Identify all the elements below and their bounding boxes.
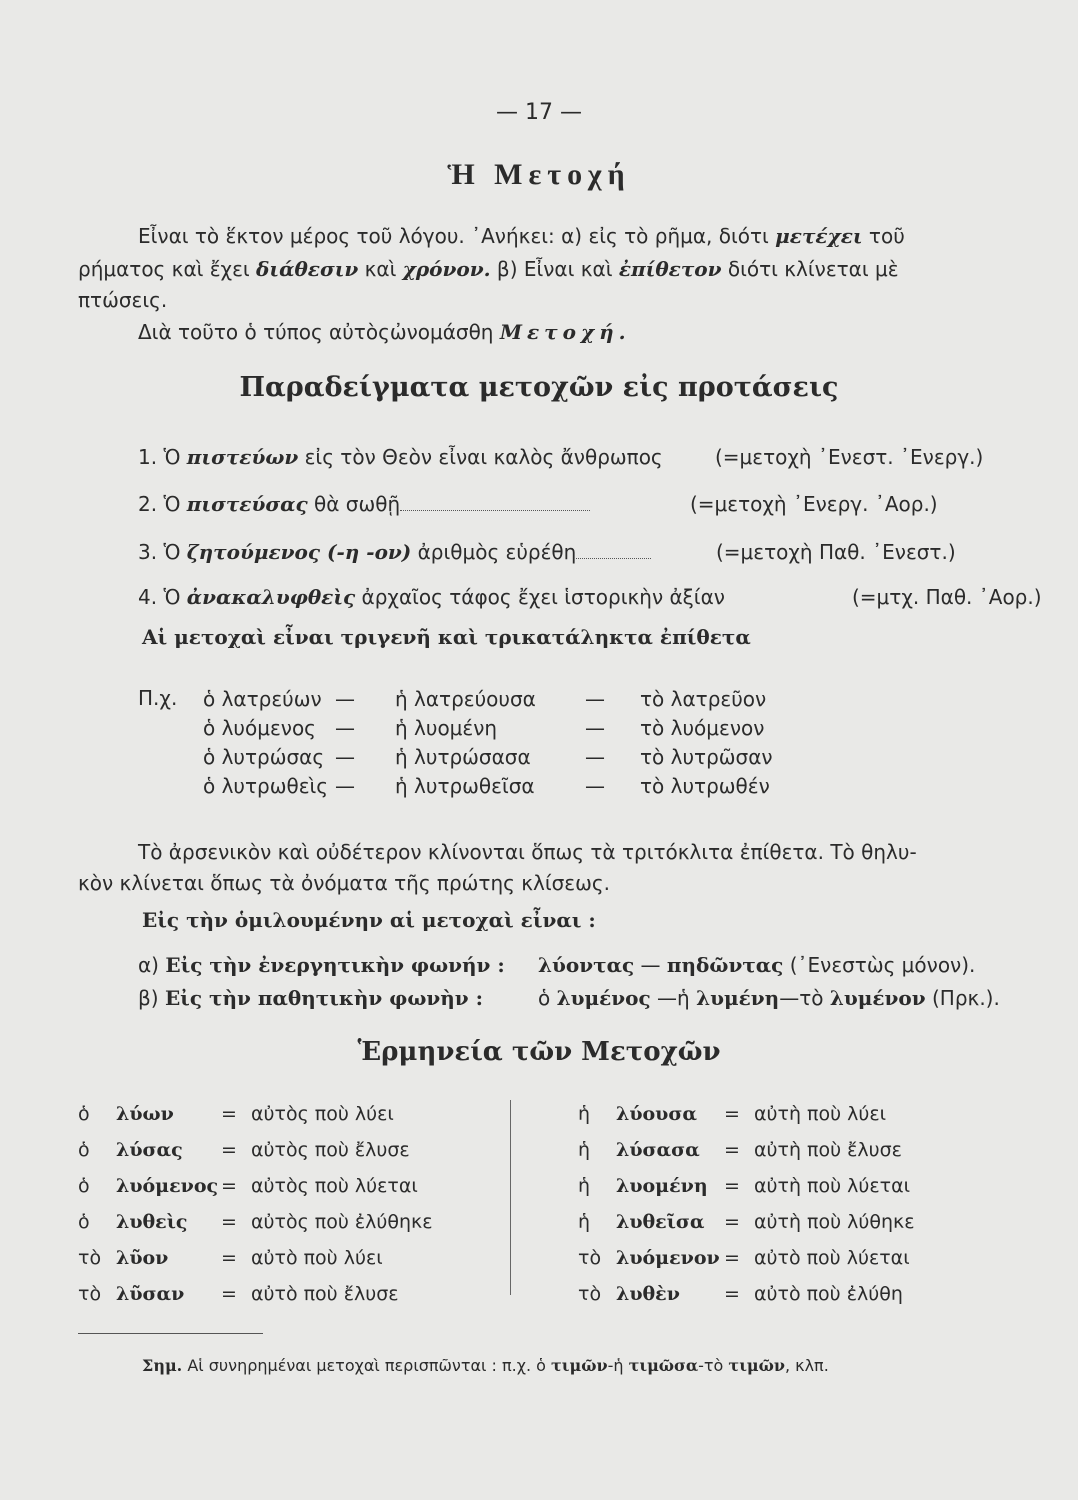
interp-article: ἡ <box>578 1175 591 1197</box>
equals-sign: = <box>221 1139 237 1161</box>
interp-article: ἡ <box>578 1139 591 1161</box>
spoken-heading: Εἰς τὴν ὁμιλουμένην αἱ μετοχαὶ εἶναι : <box>142 908 596 932</box>
spoken-active-forms: λύοντας — πηδῶντας (᾿Ενεστὼς μόνον). <box>538 953 976 977</box>
intro-line-2: ρήματος καὶ ἔχει διάθεσιν καὶ χρόνον. β) Εἶναι καὶ ἐπίθετον διότι κλίνεται μὲ <box>78 257 899 281</box>
form-fem: ἡ λυομένη <box>395 715 498 740</box>
intro-line-4: Διὰ τοῦτο ὁ τύπος αὐτὸςὠνομάσθη Μετοχή. <box>138 320 631 344</box>
interp-meaning: αὐτὴ ποὺ λύεται <box>754 1175 911 1197</box>
interp-article: ὁ <box>78 1211 90 1233</box>
form-fem: ἡ λυτρώσασα <box>395 744 531 769</box>
form-masc: ὁ λατρεύων <box>203 686 322 711</box>
interp-meaning: αὐτὴ ποὺ λύει <box>754 1103 887 1125</box>
interp-word: λυόμενος <box>116 1175 219 1197</box>
interp-meaning: αὐτὸς ποὺ ἐλύθηκε <box>251 1211 433 1233</box>
equals-sign: = <box>221 1283 237 1305</box>
equals-sign: = <box>724 1283 740 1305</box>
intro-line-1: Εἶναι τὸ ἕκτον μέρος τοῦ λόγου. ᾿Ανήκει: α) εἰς τὸ ρῆμα, διότι μετέχει τοῦ <box>138 224 905 248</box>
dash: — <box>335 686 355 711</box>
example-4-note: (=μτχ. Παθ. ᾿Αορ.) <box>852 585 1042 609</box>
interp-row <box>78 1132 433 1168</box>
example-1-note: (=μετοχὴ ᾿Ενεστ. ᾿Ενεργ.) <box>715 445 984 469</box>
interp-word: λύων <box>116 1103 174 1125</box>
form-masc: ὁ λυτρώσας <box>203 744 325 769</box>
interp-article: τὸ <box>78 1247 102 1269</box>
interp-article: ὁ <box>78 1103 90 1125</box>
interp-word: λύσας <box>116 1139 183 1161</box>
dash: — <box>585 686 605 711</box>
interp-meaning: αὐτὸς ποὺ λύεται <box>251 1175 418 1197</box>
interp-meaning: αὐτὸς ποὺ ἔλυσε <box>251 1139 410 1161</box>
interp-word: λυθεὶς <box>116 1211 188 1233</box>
spoken-active: α) Εἰς τὴν ἐνεργητικὴν φωνήν : <box>138 953 505 977</box>
interp-article: ἡ <box>578 1211 591 1233</box>
interp-row <box>578 1276 915 1312</box>
interp-meaning: αὐτὸς ποὺ λύει <box>251 1103 394 1125</box>
form-masc: ὁ λυόμενος <box>203 715 316 740</box>
spoken-passive-forms: ὁ λυμένος —ἡ λυμένη—τὸ λυμένον (Πρκ.). <box>538 986 1000 1010</box>
column-divider <box>510 1100 511 1295</box>
interp-meaning: αὐτὸ ποὺ ἔλυσε <box>251 1283 399 1305</box>
example-1: 1. Ὁ πιστεύων εἰς τὸν Θεὸν εἶναι καλὸς ἄνθρωπος <box>138 445 663 469</box>
equals-sign: = <box>221 1247 237 1269</box>
interp-word: λυθεῖσα <box>616 1211 705 1233</box>
px-label: Π.χ. <box>138 686 178 710</box>
interp-word: λῦον <box>116 1247 169 1269</box>
equals-sign: = <box>724 1175 740 1197</box>
form-fem: ἡ λατρεύουσα <box>395 686 536 711</box>
form-neut: τὸ λυτρῶσαν <box>640 744 773 769</box>
dash: — <box>335 744 355 769</box>
form-fem: ἡ λυτρωθεῖσα <box>395 773 535 798</box>
interp-meaning: αὐτὴ ποὺ λύθηκε <box>754 1211 915 1233</box>
interp-meaning: αὐτὸ ποὺ ἐλύθη <box>754 1283 903 1305</box>
interp-row <box>78 1168 433 1204</box>
interp-row <box>578 1204 915 1240</box>
interp-word: λῦσαν <box>116 1283 185 1305</box>
decl-line-2: κὸν κλίνεται ὅπως τὰ ὀνόματα τῆς πρώτης κλίσεως. <box>78 871 610 895</box>
interp-row <box>78 1204 433 1240</box>
interp-article: τὸ <box>578 1283 602 1305</box>
dash: — <box>335 715 355 740</box>
interp-row <box>578 1132 915 1168</box>
equals-sign: = <box>724 1247 740 1269</box>
forms-table <box>203 684 773 800</box>
dash: — <box>585 715 605 740</box>
interp-meaning: αὐτὸ ποὺ λύεται <box>754 1247 910 1269</box>
example-4: 4. Ὁ ἀνακαλυφθεὶς ἀρχαῖος τάφος ἔχει ἱστορικὴν ἀξίαν <box>138 585 725 609</box>
interp-row <box>78 1096 433 1132</box>
interp-article: ὁ <box>78 1175 90 1197</box>
interp-article: τὸ <box>78 1283 102 1305</box>
decl-line-1: Τὸ ἀρσενικὸν καὶ οὐδέτερον κλίνονται ὅπως τὰ τριτόκλιτα ἐπίθετα. Τὸ θηλυ- <box>138 840 917 864</box>
spoken-passive: β) Εἰς τὴν παθητικὴν φωνὴν : <box>138 986 484 1010</box>
equals-sign: = <box>724 1211 740 1233</box>
example-3: 3. Ὁ ζητούμενος (-η -ον) ἀριθμὸς εὑρέθη <box>138 540 651 564</box>
interp-meaning: αὐτὴ ποὺ ἔλυσε <box>754 1139 902 1161</box>
forms-row <box>203 713 773 742</box>
equals-sign: = <box>221 1103 237 1125</box>
equals-sign: = <box>724 1139 740 1161</box>
example-2-note: (=μετοχὴ ᾿Ενεργ. ᾿Αορ.) <box>690 492 938 516</box>
intro-line-3: πτώσεις. <box>78 288 168 312</box>
equals-sign: = <box>221 1211 237 1233</box>
form-neut: τὸ λυόμενον <box>640 715 765 740</box>
interp-left-table <box>78 1096 433 1312</box>
footnote: Σημ. Αἱ συνηρημέναι μετοχαὶ περισπῶνται : π.χ. ὁ τιμῶν-ἡ τιμῶσα-τὸ τιμῶν, κλπ. <box>142 1356 829 1375</box>
interp-heading: Ἑρμηνεία τῶν Μετοχῶν <box>357 1037 721 1067</box>
equals-sign: = <box>221 1175 237 1197</box>
dash: — <box>585 744 605 769</box>
footnote-rule <box>78 1333 263 1334</box>
interp-word: λύσασα <box>616 1139 700 1161</box>
form-masc: ὁ λυτρωθεὶς <box>203 773 329 798</box>
example-2: 2. Ὁ πιστεύσας θὰ σωθῇ <box>138 492 590 516</box>
interp-word: λυθὲν <box>616 1283 680 1305</box>
page-number: — 17 — <box>496 100 582 125</box>
interp-row <box>78 1276 433 1312</box>
form-neut: τὸ λατρεῦον <box>640 686 767 711</box>
forms-row <box>203 684 773 713</box>
triggenh-heading: Αἱ μετοχαὶ εἶναι τριγενῆ καὶ τρικατάληκτα ἐπίθετα <box>142 625 751 649</box>
interp-article: ἡ <box>578 1103 591 1125</box>
interp-word: λύουσα <box>616 1103 697 1125</box>
page-title: Ἡ Μετοχή <box>447 158 631 191</box>
examples-heading: Παραδείγματα μετοχῶν εἰς προτάσεις <box>239 372 839 403</box>
form-neut: τὸ λυτρωθέν <box>640 773 770 798</box>
interp-article: τὸ <box>578 1247 602 1269</box>
interp-article: ὁ <box>78 1139 90 1161</box>
dash: — <box>585 773 605 798</box>
dash: — <box>335 773 355 798</box>
interp-right-table <box>578 1096 915 1312</box>
interp-row <box>78 1240 433 1276</box>
interp-meaning: αὐτὸ ποὺ λύει <box>251 1247 383 1269</box>
example-3-note: (=μετοχὴ Παθ. ᾿Ενεστ.) <box>716 540 956 564</box>
interp-row <box>578 1168 915 1204</box>
interp-row <box>578 1240 915 1276</box>
interp-row <box>578 1096 915 1132</box>
forms-row <box>203 771 773 800</box>
interp-word: λυομένη <box>616 1175 708 1197</box>
interp-word: λυόμενον <box>616 1247 720 1269</box>
forms-row <box>203 742 773 771</box>
equals-sign: = <box>724 1103 740 1125</box>
